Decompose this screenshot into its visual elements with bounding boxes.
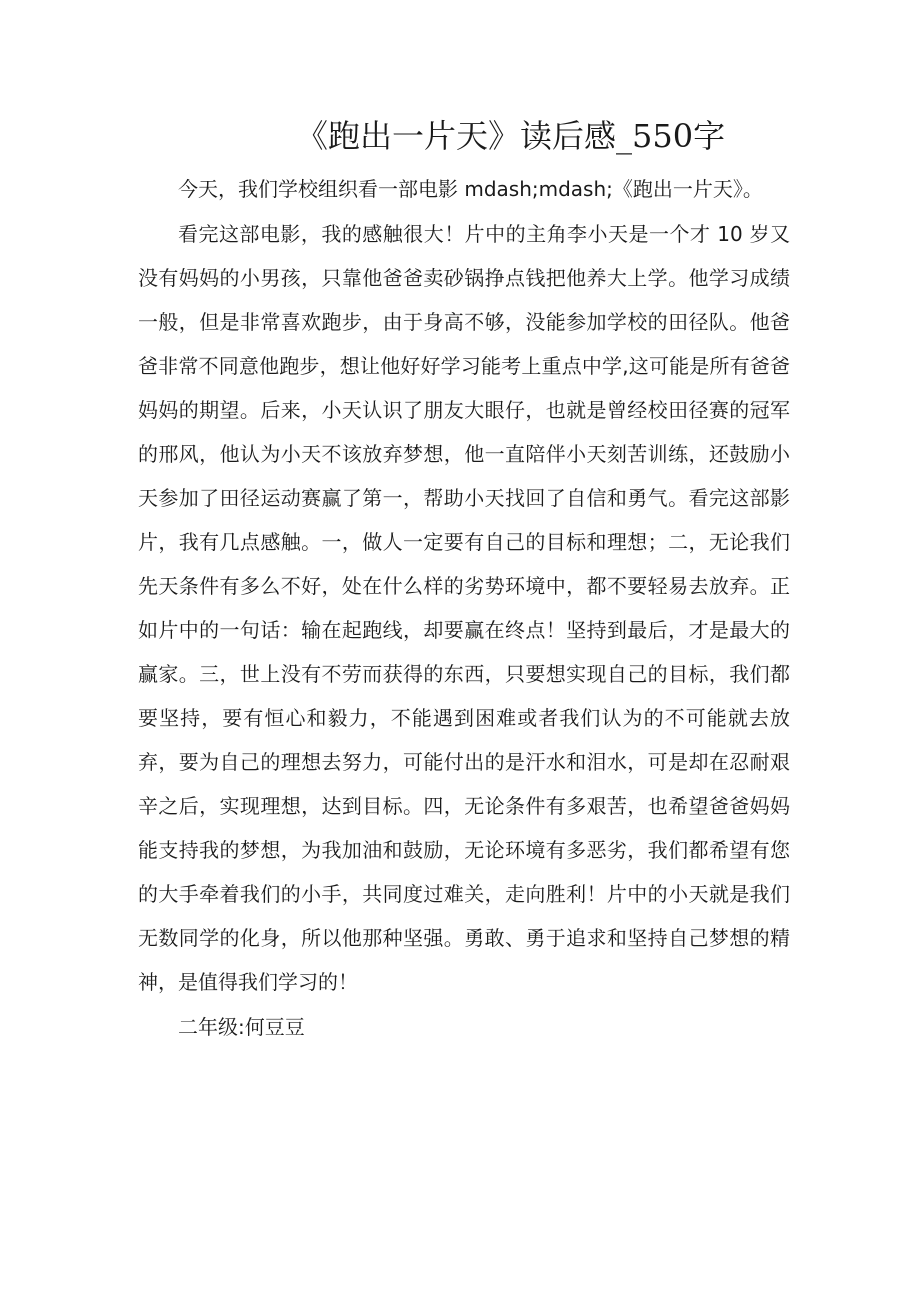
- author-signature: 二年级:何豆豆: [178, 1015, 305, 1039]
- document-body: [138, 167, 790, 1049]
- paragraph-main: 看完这部电影，我的感触很大！片中的主角李小天是一个才 10 岁又没有妈妈的小男孩，只靠他爸爸卖砂锅挣点钱把他养大上学。他学习成绩一般，但是非常喜欢跑步，由于身高不够，没能参加学校的田径队。他爸爸非常不同意他跑步，想让他好好学习能考上重点中学,这可能是所有爸爸妈妈的期望。后来，小天认识了朋友大眼仔，也就是曾经校田径赛的冠军的邢风，他认为小天不该放弃梦想，他一直陪伴小天刻苦训练，还鼓励小天参加了田径运动赛赢了第一，帮助小天找回了自信和勇气。看完这部影片，我有几点感触。一，做人一定要有自己的目标和理想；二，无论我们先天条件有多么不好，处在什么样的劣势环境中，都不要轻易去放弃。正如片中的一句话：输在起跑线，却要赢在终点！坚持到最后，才是最大的赢家。三，世上没有不劳而获得的东西，只要想实现自己的目标，我们都要坚持，要有恒心和毅力，不能遇到困难或者我们认为的不可能就去放弃，要为自己的理想去努力，可能付出的是汗水和泪水，可是却在忍耐艰辛之后，实现理想，达到目标。四，无论条件有多艰苦，也希望爸爸妈妈能支持我的梦想，为我加油和鼓励，无论环境有多恶劣，我们都希望有您的大手牵着我们的小手，共同度过难关，走向胜利！片中的小天就是我们无数同学的化身，所以他那种坚强。勇敢、勇于追求和坚持自己梦想的精神，是值得我们学习的！: [138, 222, 790, 994]
- paragraph-intro: 今天，我们学校组织看一部电影 mdash;mdash;《跑出一片天》。: [178, 177, 763, 201]
- document-title: 《跑出一片天》读后感_550字: [296, 117, 726, 155]
